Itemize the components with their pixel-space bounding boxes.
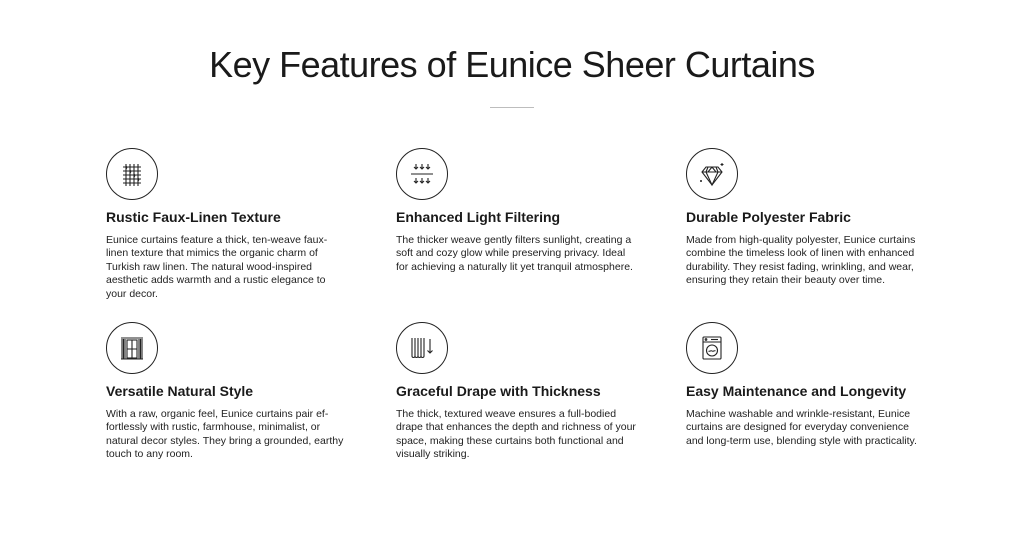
feature-title: Easy Maintenance and Longevity [686, 383, 907, 399]
window-curtain-icon [106, 322, 158, 374]
feature-easy-maintenance [686, 322, 926, 448]
feature-title: Enhanced Light Filtering [396, 209, 561, 225]
feature-natural-style [106, 322, 346, 462]
feature-description: With a raw, organic feel, Eunice curtains pair effortlessly with rustic, farmhouse, minimalist, or natural decor styles. They bring a grounded, earthy touch to any room. [106, 408, 344, 461]
feature-description: Eunice curtains feature a thick, ten-weave faux-linen texture that mimics the organic charm of Turkish raw linen. The natural wood-inspired aesthetic adds warmth and a rustic elegance to your decor. [106, 234, 328, 300]
feature-title: Rustic Faux-Linen Texture [106, 209, 281, 225]
feature-durable-fabric [686, 148, 926, 288]
feature-description: Machine washable and wrinkle-resistant, Eunice curtains are designed for everyday convenience and long-term use, blending style with practicality. [686, 408, 917, 447]
feature-rustic-texture [106, 148, 346, 301]
feature-light-filtering [396, 148, 636, 274]
feature-graceful-drape [396, 322, 636, 462]
feature-title: Graceful Drape with Thickness [396, 383, 601, 399]
drape-icon [396, 322, 448, 374]
washing-machine-icon [686, 322, 738, 374]
diamond-icon [686, 148, 738, 200]
feature-description: Made from high-quality polyester, Eunice curtains combine the timeless look of linen with enhanced durability. They resist fading, wrinkling, and wear, ensuring they retain their beauty over time. [686, 234, 916, 287]
feature-title: Versatile Natural Style [106, 383, 254, 399]
linen-weave-icon [106, 148, 158, 200]
title-divider [490, 107, 534, 108]
feature-title: Durable Polyester Fabric [686, 209, 851, 225]
page-title: Key Features of Eunice Sheer Curtains [209, 44, 815, 85]
feature-description: The thicker weave gently filters sunlight, creating a soft and cozy glow while preserving privacy. Ideal for achieving a naturally lit yet tranquil atmosphere. [396, 234, 633, 273]
feature-description: The thick, textured weave ensures a full-bodied drape that enhances the depth and richness of your space, making these curtains both functional and visually striking. [396, 408, 636, 461]
light-filter-icon [396, 148, 448, 200]
